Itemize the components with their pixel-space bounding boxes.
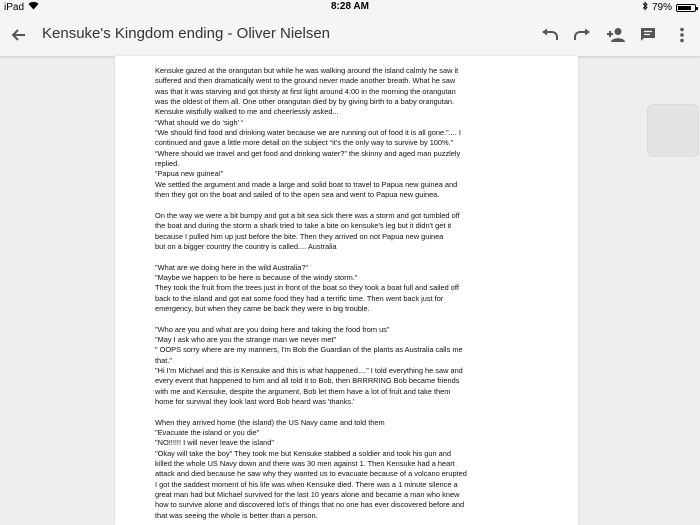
document-line: "Maybe we happen to be here is because of the windy storm.": [155, 272, 358, 282]
document-line: “Where should we travel and get food and drinking water?” the skinny and aged man puzzlely: [155, 148, 461, 158]
document-line: "Hi I'm Michael and this is Kensuke and this is what happened...." I told everything he saw and: [155, 365, 463, 375]
document-line: replied.: [155, 159, 180, 169]
document-line: suffered and then dramatically went to the ground never made another breath. What he saw: [155, 76, 456, 86]
document-line: Kensuke wistfully walked to me and cheerlessly asked...: [155, 107, 339, 117]
battery-icon: [676, 4, 696, 12]
document-line: every event that happened to him and all told it to Bob, then BRRRRING Bob became friends: [155, 376, 460, 386]
document-line: Kensuke gazed at the orangutan but while he was walking around the island calmly he saw it: [155, 66, 459, 75]
document-line: back to the island and got eat some food they had a terrific time. Then went back just for: [155, 293, 444, 303]
redo-icon[interactable]: [570, 23, 594, 47]
document-line: [155, 200, 567, 210]
document-line: was that it was starving and got thirsty at first light around 4:00 in the morning the orangutan: [155, 86, 456, 96]
document-line: On the way we were a bit bumpy and got a bit sea sick there was a storm and got tumbled off: [155, 210, 460, 220]
document-line: [155, 252, 567, 262]
document-line: They took the fruit from the trees just in front of the boat so they took a boat full and sailed off: [155, 283, 459, 293]
document-line: “What should we do ‘sigh’ “: [155, 117, 244, 127]
document-line: home for survival they look last word Bob heard was 'thanks.': [155, 397, 355, 406]
document-line: “Papua new guinea!”: [155, 169, 224, 179]
document-line: then they got on the boat and sailed of to the open sea and went to Papua new guinea.: [155, 190, 440, 200]
status-right: [642, 1, 696, 14]
document-line: because I pulled him up just before the bite. Then they arrived on not Papua new guinea: [155, 231, 444, 241]
document-line: "Okay will take the boy" They took me but Kensuke stabbed a soldier and took his gun and: [155, 448, 451, 458]
document-line: that was seeing the whole is better than a person.: [155, 510, 318, 520]
document-line: When they arrived home (the island) the US Navy came and told them: [155, 417, 385, 427]
undo-icon[interactable]: [538, 23, 562, 47]
document-line: [155, 314, 567, 324]
document-line: “We should find food and drinking water because we are running out of food it is all gone.”.... I: [155, 128, 461, 138]
document-line: "Who are you and what are you doing here and taking the food from us": [155, 324, 390, 334]
document-line: [155, 407, 567, 417]
document-line: the boat and during the storm a shark tried to take a bite on kensuke's leg but it didn't get it: [155, 221, 452, 231]
document-line: emergency, but when they came be back they were in big trouble.: [155, 303, 370, 313]
document-line: continued and gave a little more detail on the subject “it’s the only way to survive by 100%.”: [155, 138, 454, 148]
document-line: "What are we doing here in the wild Australia?": [155, 262, 309, 272]
document-line: " OOPS sorry where are my manners, I'm Bob the Guardian of the plants as Australia calls me: [155, 345, 463, 355]
document-line: killed the whole US Navy down and there was 30 men against 1. Then Kensuke had a heart: [155, 459, 455, 469]
add-person-icon[interactable]: [604, 23, 628, 47]
document-title: Kensuke's Kingdom ending - Oliver Nielsen: [42, 25, 331, 42]
comment-icon[interactable]: [636, 23, 660, 47]
document-line: great man had but Michael survived for the last 10 years alone and became a man who knew: [155, 490, 460, 500]
document-line: how to survive alone and discovered lot's of things that no one has ever discovered before and: [155, 500, 465, 510]
document-line: that.": [155, 355, 173, 365]
document-body[interactable]: [155, 66, 567, 521]
document-line: was the oldest of them all. One other orangutan died by by giving birth to a baby orangutan.: [155, 97, 455, 107]
battery-percent: 79%: [651, 2, 672, 13]
status-time: 8:28 AM: [331, 1, 369, 12]
document-page[interactable]: [115, 56, 578, 525]
document-line: attack and died because he saw why they wanted us to evacuate because of a volcano erupted: [155, 469, 467, 479]
more-vert-icon[interactable]: [670, 23, 694, 47]
toolbar: [0, 14, 700, 57]
floating-action-panel[interactable]: [647, 104, 699, 157]
document-line: We settled the argument and made a large and solid boat to travel to Papua new guinea and: [155, 179, 458, 189]
document-line: with me and Kensuke, despite the argument, Bob let them have a lot of fruit and take them: [155, 386, 451, 396]
back-arrow-icon[interactable]: [6, 23, 30, 47]
document-line: I got the saddest moment of his life was when Kensuke died. There was a 1 minute silence a: [155, 479, 458, 489]
document-line: "Evacuate the island or you die": [155, 428, 260, 438]
bluetooth-icon: [642, 1, 648, 14]
battery-fill: [678, 6, 691, 10]
document-line: "May I ask who are you the strange man we never met": [155, 334, 337, 344]
status-bar: [0, 0, 700, 14]
document-line: "NO!!!!!! I will never leave the island": [155, 438, 275, 448]
device-label: iPad: [4, 1, 25, 13]
document-line: but on a bigger country the country is called.... Australia: [155, 241, 337, 251]
